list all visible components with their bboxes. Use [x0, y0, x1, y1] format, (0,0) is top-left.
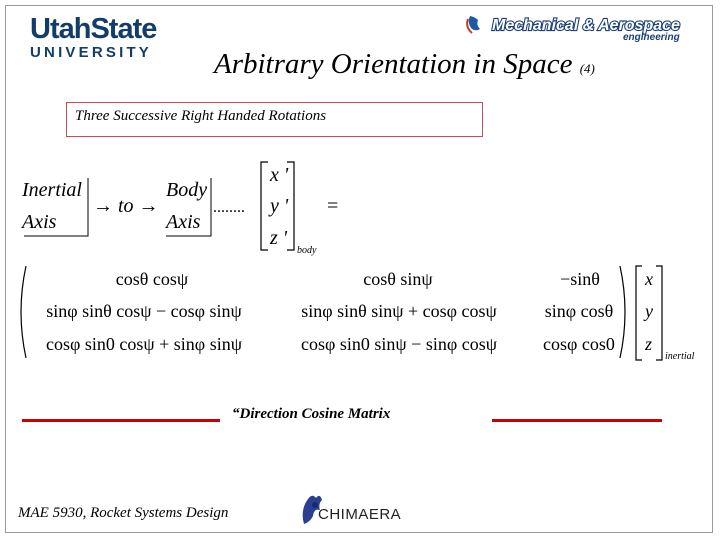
rhs-y: y: [645, 301, 653, 321]
dcm-caption: “Direction Cosine Matrix: [232, 406, 391, 422]
rhs-x: x: [645, 269, 653, 289]
matrix-cell-3-2: cosφ sin0 sinψ − sinφ cosψ: [301, 334, 497, 354]
body-axis-label: Axis: [166, 211, 201, 233]
matrix-cell-3-1: cosφ sin0 cosψ + sinφ sinψ: [46, 334, 242, 354]
matrix-cell-2-1: sinφ sinθ cosψ − cosφ sinψ: [46, 301, 242, 321]
matrix-left-paren: [21, 266, 26, 358]
equals-sign: =: [327, 195, 339, 217]
chimaera-logo-text: CHIMAERA: [318, 506, 402, 523]
inertial-label: Inertial: [22, 179, 82, 201]
chimaera-logo: [298, 490, 410, 530]
matrix-cell-2-3: sinφ cosθ: [544, 301, 614, 321]
usu-logo-university: UNIVERSITY: [30, 44, 153, 61]
mae-logo-subtext: engineering: [623, 32, 680, 42]
slide-number: (4): [579, 61, 595, 76]
matrix-cell-1-2: cosθ sinψ: [363, 269, 433, 289]
caption-rule-left: [22, 419, 220, 422]
matrix-cell-2-2: sinφ sinθ sinψ + cosφ cosψ: [301, 301, 497, 321]
lhs-subscript: body: [297, 245, 317, 256]
mae-logo-text: Mechanical & Aerospace: [492, 17, 680, 34]
rhs-right-bracket: [656, 266, 662, 360]
body-label: Body: [166, 179, 208, 201]
caption-rule-right: [492, 419, 662, 422]
to-arrow-label: → to →: [93, 195, 159, 217]
matrix-right-paren: [620, 266, 625, 358]
inertial-axis-label: Axis: [22, 211, 57, 233]
subtitle-text: Three Successive Right Handed Rotations: [75, 108, 327, 124]
matrix-cell-3-3: cosφ cos0: [543, 334, 615, 354]
lhs-x: x ': [270, 164, 289, 186]
matrix-cell-1-1: cosθ cosψ: [115, 269, 189, 289]
course-footer: MAE 5930, Rocket Systems Design: [18, 505, 229, 521]
lhs-y: y ': [270, 195, 289, 217]
rhs-left-bracket: [636, 266, 642, 360]
matrix-cell-1-3: −sinθ: [560, 269, 600, 289]
slide-title-text: Arbitrary Orientation in Space: [214, 48, 573, 80]
lhs-z: z ': [270, 227, 288, 249]
usu-logo-wordmark: UtahState: [30, 13, 157, 45]
rhs-subscript: inertial: [665, 351, 695, 362]
dots: ........: [213, 199, 245, 216]
rhs-z: z: [645, 334, 653, 354]
lhs-left-bracket: [261, 162, 268, 250]
